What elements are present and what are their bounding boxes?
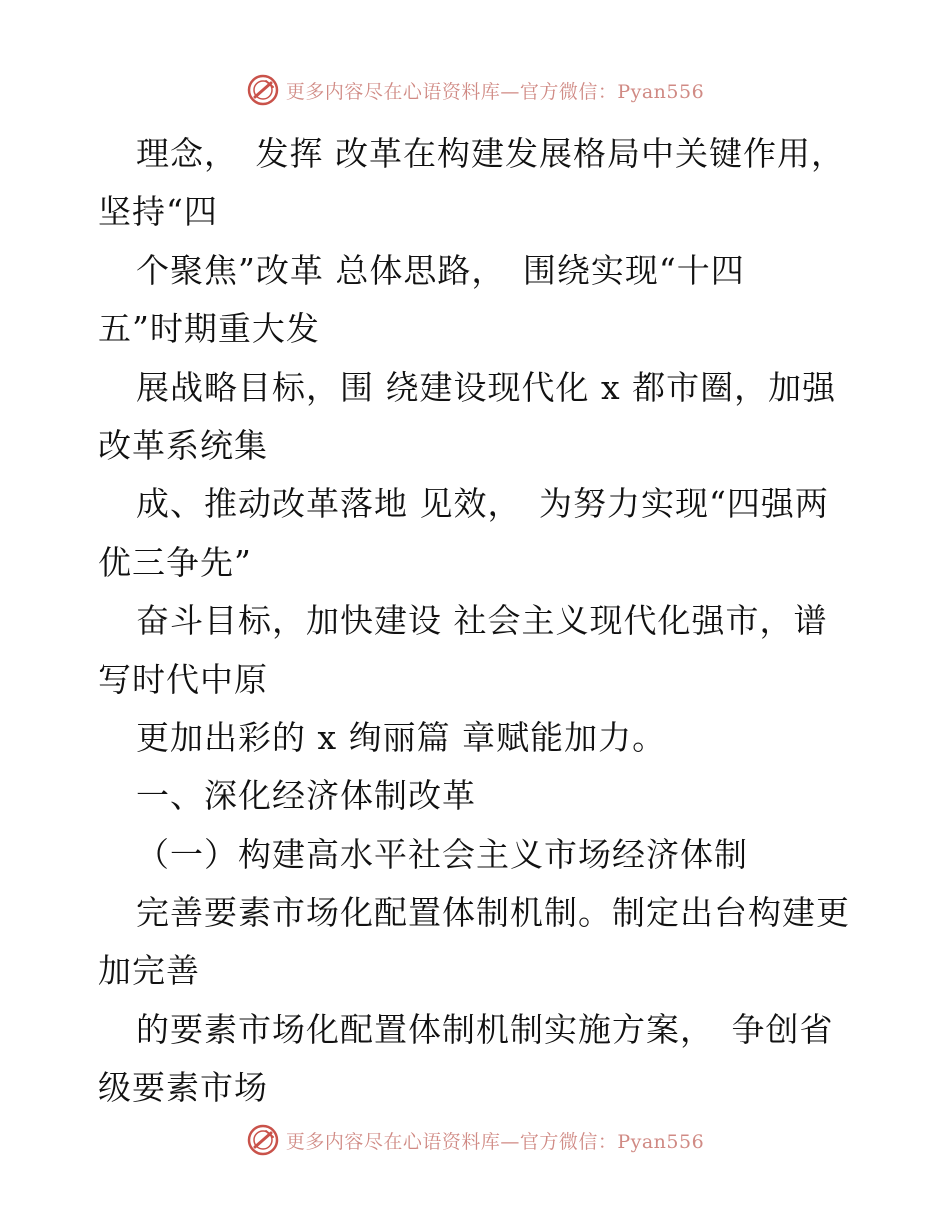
text-line: 理念， 发挥 改革在构建发展格局中关键作用， (136, 134, 845, 173)
watermark-text: 更多内容尽在心语资料库—官方微信：Pyan556 (285, 1130, 705, 1153)
text-line: 一、深化经济体制改革 (136, 776, 476, 816)
text-line: 完善要素市场化配置体制机制。制定出台构建更 (136, 893, 850, 933)
header-watermark (0, 70, 950, 110)
text-line: 优三争先” (98, 542, 252, 582)
text-line: 五”时期重大发 (98, 309, 320, 349)
text-line: 加完善 (98, 951, 200, 991)
stamp-seal-icon (246, 73, 280, 107)
text-line: 个聚焦”改革 总体思路， 围绕实现“十四 (136, 250, 745, 290)
text-line: 的要素市场化配置体制机制实施方案， 争创省 (136, 1009, 834, 1049)
text-line: 级要素市场 (98, 1068, 268, 1108)
footer-watermark (0, 1120, 950, 1160)
watermark-text: 更多内容尽在心语资料库—官方微信：Pyan556 (285, 80, 705, 103)
stamp-seal-icon (246, 1123, 280, 1157)
text-line: 展战略目标，围 绕建设现代化 x 都市圈，加强 (136, 367, 837, 407)
document-body (98, 125, 858, 1118)
text-line: 更加出彩的 x 绚丽篇 章赋能加力。 (136, 717, 667, 757)
text-line: 成、推动改革落地 见效， 为努力实现“四强两 (136, 484, 829, 524)
text-line: 奋斗目标，加快建设 社会主义现代化强市，谱 (136, 601, 828, 641)
text-line: 写时代中原 (98, 659, 268, 699)
text-line: （一）构建高水平社会主义市场经济体制 (136, 834, 748, 874)
text-line: 坚持“四 (98, 192, 218, 232)
text-line: 改革系统集 (98, 425, 268, 465)
